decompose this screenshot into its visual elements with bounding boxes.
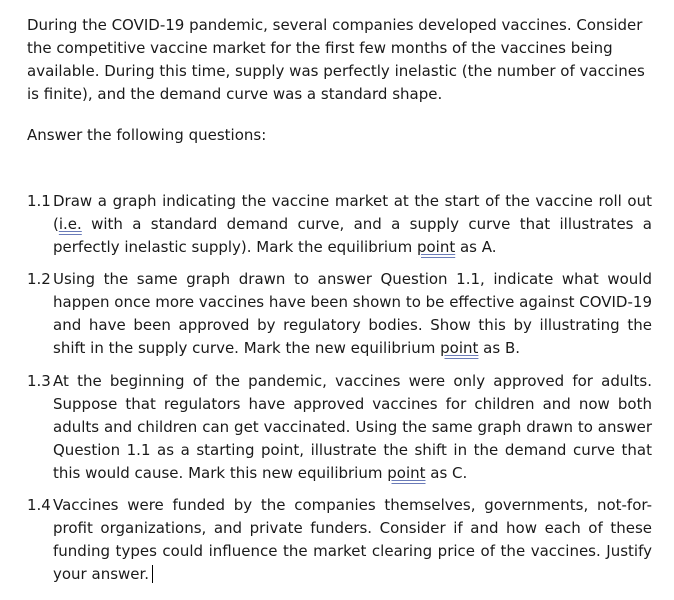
grammar-flag-point[interactable]: point [387, 464, 426, 482]
question-1-1 [27, 190, 652, 259]
question-text: Vaccines were funded by the companies themselves, governments, not-for-profit organizations, and private funders. Consider if and how each of these funding types could influence the market clearing price of the vaccines. Justify your answer. [53, 496, 652, 583]
text-cursor [152, 565, 153, 583]
grammar-flag-point[interactable]: point [440, 339, 479, 357]
question-1-3 [27, 370, 652, 485]
question-number: 1.3 [27, 372, 51, 390]
grammar-flag-point[interactable]: point [416, 238, 456, 256]
question-number: 1.2 [27, 270, 51, 288]
question-1-4 [27, 494, 652, 586]
grammar-flag-ie[interactable]: i.e. [58, 215, 82, 233]
question-text: At the beginning of the pandemic, vaccines were only approved for adults. Suppose that regulators have approved vaccines for children and now both adults and children can get vaccinated. Using the same graph drawn to answer Question 1.1 as a starting point, illustrate the shift in the demand curve that this would cause. Mark this new equilibrium point as C. [53, 372, 652, 482]
questions-prompt: Answer the following questions: [27, 126, 267, 144]
question-number: 1.4 [27, 496, 51, 514]
question-text: Using the same graph drawn to answer Question 1.1, indicate what would happen once more vaccines have been shown to be effective against COVID-19 and have been approved by regulatory bodies. Show this by illustrating the shift in the supply curve. Mark the new equilibrium point as B. [53, 270, 652, 357]
question-number: 1.1 [27, 192, 51, 210]
question-1-2 [27, 268, 652, 360]
intro-paragraph: During the COVID-19 pandemic, several companies developed vaccines. Consider the competitive vaccine market for the first few months of the vaccines being available. During this time, supply was perfectly inelastic (the number of vaccines is finite), and the demand curve was a standard shape. [27, 16, 645, 103]
question-text: Draw a graph indicating the vaccine market at the start of the vaccine roll out (i.e. with a standard demand curve, and a supply curve that illustrates a perfectly inelastic supply). Mark the equilibrium point as A. [53, 192, 652, 256]
